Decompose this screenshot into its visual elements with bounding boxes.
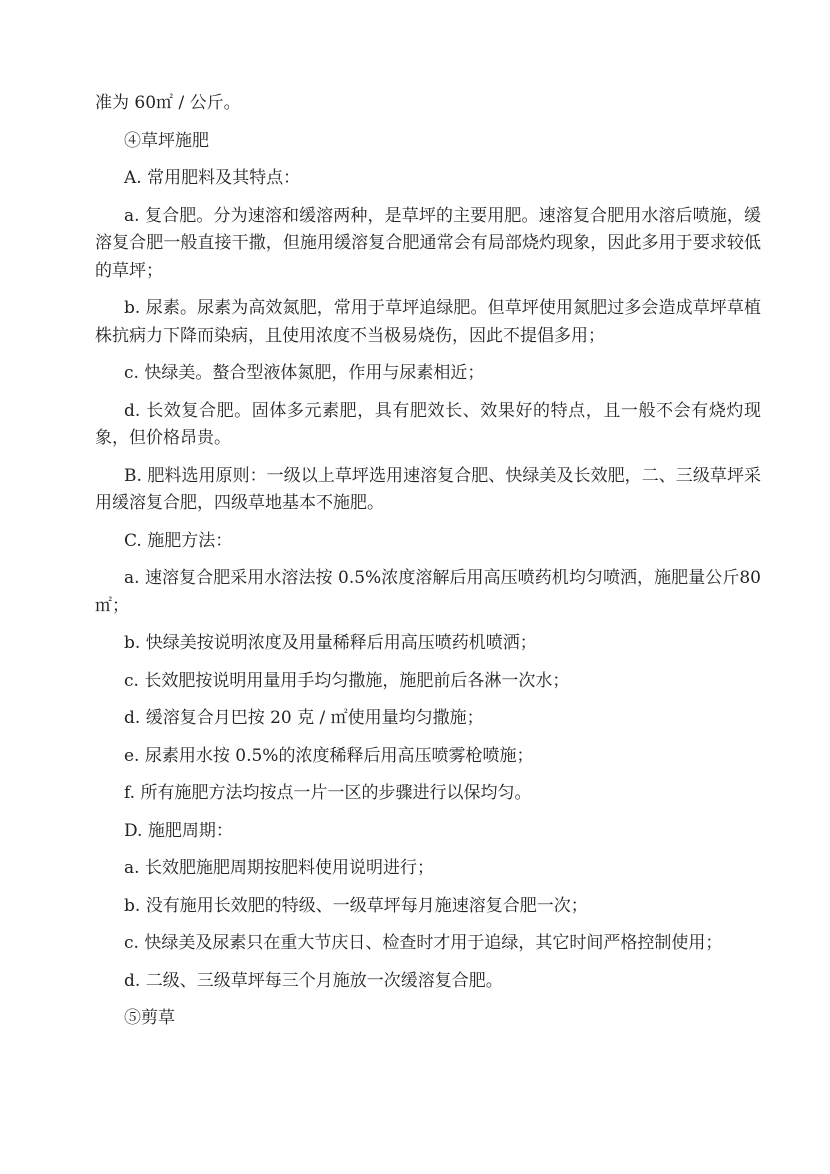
paragraph: f. 所有施肥方法均按点一片一区的步骤进行以保均匀。 <box>124 783 532 803</box>
section-heading-fertilizing: ④草坪施肥 <box>124 130 209 151</box>
paragraph: a. 复合肥。分为速溶和缓溶两种，是草坪的主要用肥。速溶复合肥用水溶后喷施，缓溶复合肥一般直接干撒，但施用缓溶复合肥通常会有局部烧灼现象，因此多用于要求较低的草坪； <box>95 205 761 281</box>
paragraph: e. 尿素用水按 0.5%的浓度稀释后用高压喷雾枪喷施； <box>124 745 534 766</box>
subheading-common-fertilizers: A. 常用肥料及其特点： <box>124 168 301 188</box>
document-page <box>95 90 761 1043</box>
paragraph: d. 二级、三级草坪每三个月施放一次缓溶复合肥。 <box>124 970 503 991</box>
paragraph: b. 没有施用长效肥的特级、一级草坪每月施速溶复合肥一次； <box>124 895 588 916</box>
section-heading-mowing: ⑤剪草 <box>124 1008 175 1028</box>
paragraph: b. 尿素。尿素为高效氮肥，常用于草坪追绿肥。但草坪使用氮肥过多会造成草坪草植株抗病力下降而染病，且使用浓度不当极易烧伤，因此不提倡多用； <box>95 298 761 346</box>
paragraph: c. 长效肥按说明用量用手均匀撒施，施肥前后各淋一次水； <box>124 670 570 691</box>
paragraph: d. 缓溶复合月巴按 20 克 / ㎡使用量均匀撒施； <box>124 708 484 728</box>
paragraph: b. 快绿美按说明浓度及用量稀释后用高压喷药机喷洒； <box>124 633 537 653</box>
subheading-cycle: D. 施肥周期： <box>124 820 233 841</box>
paragraph: c. 快绿美。螯合型液体氮肥，作用与尿素相近； <box>124 363 485 383</box>
subheading-methods: C. 施肥方法： <box>124 530 233 551</box>
paragraph: a. 速溶复合肥采用水溶法按 0.5%浓度溶解后用高压喷药机均匀喷洒，施肥量公斤80㎡； <box>95 568 761 616</box>
paragraph-continuation: 准为 60㎡ / 公斤。 <box>95 93 241 113</box>
paragraph: d. 长效复合肥。固体多元素肥，具有肥效长、效果好的特点，且一般不会有烧灼现象，但价格昂贵。 <box>95 400 761 448</box>
paragraph: c. 快绿美及尿素只在重大节庆日、检查时才用于追绿，其它时间严格控制使用； <box>124 933 723 953</box>
paragraph: a. 长效肥施肥周期按肥料使用说明进行； <box>124 858 434 878</box>
paragraph: B. 肥料选用原则：一级以上草坪选用速溶复合肥、快绿美及长效肥，二、三级草坪采用缓溶复合肥，四级草地基本不施肥。 <box>95 465 761 513</box>
